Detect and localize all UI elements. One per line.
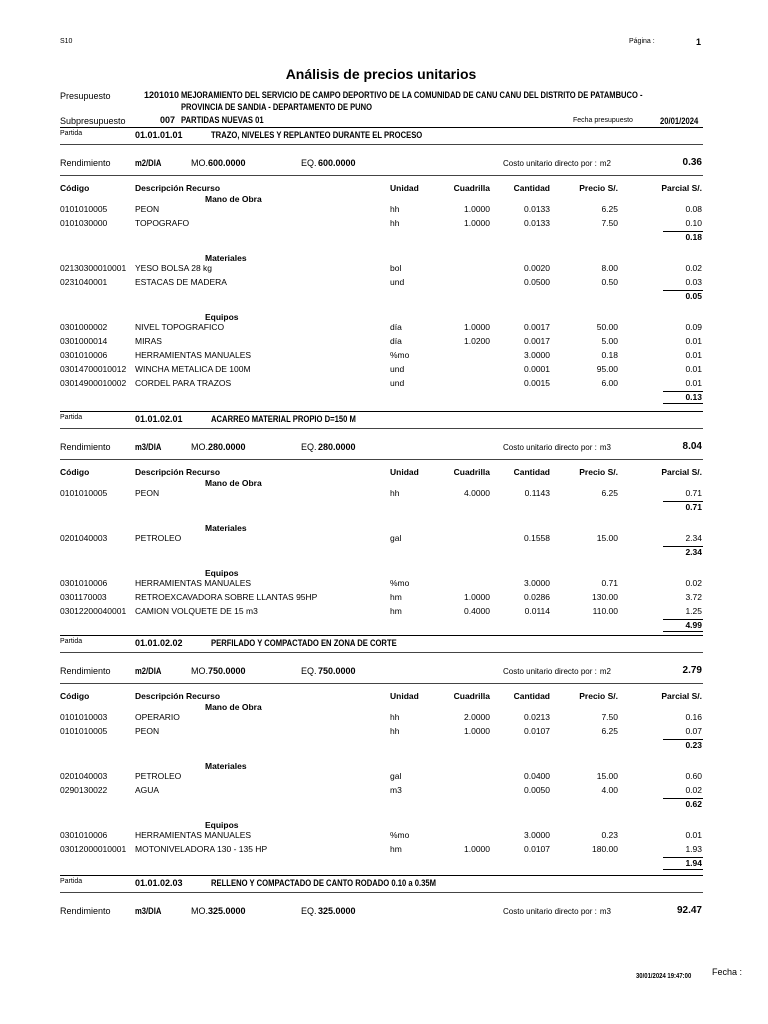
subpresupuesto-code: 007 [160, 115, 176, 125]
resource-precio: 0.50 [601, 277, 618, 287]
resource-cantidad: 0.0107 [524, 844, 550, 854]
resource-cuadrilla: 2.0000 [464, 712, 490, 722]
resource-description: HERRAMIENTAS MANUALES [135, 830, 252, 840]
group-subtotal: 0.18 [685, 232, 702, 242]
table-header-row [0, 467, 768, 480]
resource-row [0, 277, 768, 290]
resource-code: 0101010003 [60, 712, 108, 722]
resource-row [0, 350, 768, 363]
rendimiento-unit-wrap [135, 906, 166, 916]
resource-unit: hh [390, 726, 400, 736]
resource-description: MOTONIVELADORA 130 - 135 HP [135, 844, 268, 854]
col-descripcion: Descripción Recurso [135, 183, 221, 193]
mo-label: MO. [191, 158, 208, 168]
resource-cuadrilla: 1.0000 [464, 844, 490, 854]
group-subtotal: 0.62 [685, 799, 702, 809]
eq-value: 280.0000 [318, 442, 356, 452]
costo-prefix: Costo unitario directo por : [503, 907, 597, 916]
partida-name-wrap [211, 638, 430, 648]
resource-precio: 6.25 [601, 726, 618, 736]
costo-unit: m3 [599, 907, 611, 916]
mo-value: 280.0000 [208, 442, 246, 452]
resource-precio: 130.00 [592, 592, 618, 602]
resource-code: 0201040003 [60, 533, 108, 543]
partida-underline [60, 144, 703, 145]
resource-row [0, 378, 768, 391]
partida-name: ACARREO MATERIAL PROPIO D=150 M [211, 414, 356, 424]
resource-code: 03014900010002 [60, 378, 127, 388]
resource-precio: 5.00 [601, 336, 618, 346]
rendimiento-label: Rendimiento [60, 666, 111, 676]
resource-unit: m3 [390, 785, 402, 795]
resource-cantidad: 0.0015 [524, 378, 550, 388]
costo-unit: m3 [599, 443, 611, 452]
rendimiento-unit: m3/DIA [135, 906, 162, 916]
section-top-rule [60, 411, 703, 412]
group-title: Equipos [205, 820, 239, 830]
resource-row [0, 533, 768, 546]
resource-row [0, 204, 768, 217]
col-descripcion: Descripción Recurso [135, 467, 221, 477]
costo-value: 92.47 [676, 905, 702, 916]
col-cantidad: Cantidad [513, 183, 550, 193]
resource-cantidad: 0.0213 [524, 712, 550, 722]
rendimiento-unit-wrap [135, 158, 166, 168]
subpresupuesto-label: Subpresupuesto [60, 116, 126, 126]
costo-value: 0.36 [682, 157, 702, 168]
partida-code: 01.01.02.02 [135, 638, 183, 648]
presupuesto-name-line1: MEJORAMIENTO DEL SERVICIO DE CAMPO DEPORTIVO DE LA COMUNIDAD DE CANU CANU DEL DISTRITO DE PATAMBUCO - [181, 90, 643, 100]
partida-label: Partida [60, 878, 83, 885]
resource-parcial: 1.93 [685, 844, 702, 854]
resource-unit: hh [390, 488, 400, 498]
resource-parcial: 0.16 [685, 712, 702, 722]
resource-precio: 0.71 [601, 578, 618, 588]
partida-label: Partida [60, 638, 83, 645]
rendimiento-label: Rendimiento [60, 906, 111, 916]
resource-parcial: 0.02 [685, 578, 702, 588]
resource-code: 0301010006 [60, 350, 108, 360]
section-end-rule [663, 403, 703, 404]
footer-datetime: 30/01/2024 19:47:00 [636, 973, 692, 980]
resource-code: 0301000014 [60, 336, 108, 346]
resource-description: OPERARIO [135, 712, 180, 722]
resource-cuadrilla: 1.0200 [464, 336, 490, 346]
resource-unit: gal [390, 533, 402, 543]
group-subtotal: 1.94 [685, 858, 702, 868]
resource-cuadrilla: 1.0000 [464, 218, 490, 228]
presupuesto-code: 1201010 [144, 90, 180, 100]
resource-row [0, 578, 768, 591]
resource-row [0, 771, 768, 784]
fecha-presupuesto-label: Fecha presupuesto [573, 117, 633, 124]
resource-description: NIVEL TOPOGRAFICO [135, 322, 225, 332]
resource-precio: 15.00 [596, 533, 618, 543]
resource-description: HERRAMIENTAS MANUALES [135, 350, 252, 360]
resource-precio: 95.00 [596, 364, 618, 374]
resource-cantidad: 0.0500 [524, 277, 550, 287]
col-precio: Precio S/. [579, 467, 618, 477]
group-subtotal: 4.99 [685, 620, 702, 630]
costo-unit: m2 [599, 667, 611, 676]
resource-description: TOPOGRAFO [135, 218, 190, 228]
resource-parcial: 0.03 [685, 277, 702, 287]
resource-description: CAMION VOLQUETE DE 15 m3 [135, 606, 258, 616]
mo-value: 600.0000 [208, 158, 246, 168]
resource-unit: und [390, 378, 405, 388]
section-end-rule [663, 869, 703, 870]
resource-cantidad: 0.0133 [524, 218, 550, 228]
resource-code: 03014700010012 [60, 364, 127, 374]
resource-precio: 15.00 [596, 771, 618, 781]
resource-description: PEON [135, 488, 160, 498]
col-cantidad: Cantidad [513, 467, 550, 477]
resource-cantidad: 0.0114 [524, 606, 550, 616]
resource-parcial: 0.10 [685, 218, 702, 228]
col-unidad: Unidad [390, 691, 419, 701]
costo-label [503, 443, 611, 452]
resource-unit: hh [390, 218, 400, 228]
mo-value: 325.0000 [208, 906, 246, 916]
rendimiento-unit: m2/DIA [135, 158, 162, 168]
resource-code: 0290130022 [60, 785, 108, 795]
resource-cantidad: 0.0020 [524, 263, 550, 273]
partida-underline [60, 892, 703, 893]
partida-name-wrap [211, 878, 476, 888]
group-title: Mano de Obra [205, 702, 262, 712]
resource-unit: hh [390, 712, 400, 722]
resource-description: MIRAS [135, 336, 162, 346]
resource-unit: und [390, 277, 405, 287]
resource-unit: hm [390, 606, 402, 616]
resource-unit: gal [390, 771, 402, 781]
col-cuadrilla: Cuadrilla [453, 691, 490, 701]
col-codigo: Código [60, 183, 90, 193]
resource-cantidad: 0.1558 [524, 533, 550, 543]
group-title: Equipos [205, 568, 239, 578]
resource-precio: 8.00 [601, 263, 618, 273]
group-subtotal: 0.71 [685, 502, 702, 512]
resource-parcial: 1.25 [685, 606, 702, 616]
resource-code: 0301170003 [60, 592, 107, 602]
section-end-rule [663, 631, 703, 632]
resource-parcial: 0.60 [685, 771, 702, 781]
eq-label: EQ. [301, 158, 317, 168]
resource-unit: hm [390, 592, 402, 602]
resource-cuadrilla: 1.0000 [464, 592, 490, 602]
resource-row [0, 785, 768, 798]
group-title: Materiales [205, 253, 247, 263]
group-subtotal: 0.05 [685, 291, 702, 301]
rendimiento-label: Rendimiento [60, 442, 111, 452]
resource-precio: 0.23 [601, 830, 618, 840]
eq-label: EQ. [301, 666, 317, 676]
rendimiento-unit-wrap [135, 442, 166, 452]
resource-unit: hm [390, 844, 402, 854]
costo-unit: m2 [599, 159, 611, 168]
resource-precio: 180.00 [592, 844, 618, 854]
resource-description: PETROLEO [135, 533, 182, 543]
resource-parcial: 0.01 [685, 336, 702, 346]
col-descripcion: Descripción Recurso [135, 691, 221, 701]
header-rule [60, 459, 703, 460]
resource-description: CORDEL PARA TRAZOS [135, 378, 232, 388]
costo-prefix: Costo unitario directo por : [503, 443, 597, 452]
col-cuadrilla: Cuadrilla [453, 183, 490, 193]
group-subtotal: 0.13 [685, 392, 702, 402]
partida-underline [60, 428, 703, 429]
presupuesto-label: Presupuesto [60, 91, 111, 101]
partida-underline [60, 652, 703, 653]
resource-cantidad: 0.1143 [524, 488, 550, 498]
header-rule [60, 683, 703, 684]
resource-code: 0301010006 [60, 830, 108, 840]
resource-code: 0231040001 [60, 277, 108, 287]
page-title: Análisis de precios unitarios [285, 66, 477, 82]
resource-cantidad: 0.0286 [524, 592, 550, 602]
costo-value: 2.79 [682, 665, 702, 676]
costo-label [503, 159, 611, 168]
resource-row [0, 830, 768, 843]
partida-code: 01.01.02.01 [135, 414, 183, 424]
resource-cantidad: 0.0050 [524, 785, 550, 795]
resource-precio: 6.25 [601, 488, 618, 498]
resource-unit: %mo [390, 578, 410, 588]
resource-code: 0301010006 [60, 578, 108, 588]
partida-name: PERFILADO Y COMPACTADO EN ZONA DE CORTE [211, 638, 397, 648]
resource-parcial: 3.72 [685, 592, 702, 602]
col-precio: Precio S/. [579, 183, 618, 193]
resource-precio: 110.00 [592, 606, 618, 616]
page-number: 1 [696, 37, 702, 47]
partida-name-wrap [211, 414, 381, 424]
resource-unit: und [390, 364, 405, 374]
resource-parcial: 0.07 [685, 726, 702, 736]
resource-description: HERRAMIENTAS MANUALES [135, 578, 252, 588]
resource-parcial: 0.01 [685, 350, 702, 360]
eq-value: 325.0000 [318, 906, 356, 916]
resource-parcial: 0.08 [685, 204, 702, 214]
resource-row [0, 488, 768, 501]
partida-label: Partida [60, 414, 83, 421]
group-title: Mano de Obra [205, 478, 262, 488]
resource-description: ESTACAS DE MADERA [135, 277, 227, 287]
rendimiento-unit-wrap [135, 666, 166, 676]
col-cantidad: Cantidad [513, 691, 550, 701]
resource-cantidad: 0.0017 [524, 336, 550, 346]
resource-code: 03012200040001 [60, 606, 127, 616]
resource-precio: 7.50 [601, 218, 618, 228]
resource-row [0, 726, 768, 739]
resource-precio: 7.50 [601, 712, 618, 722]
resource-row [0, 364, 768, 377]
resource-row [0, 336, 768, 349]
resource-cantidad: 0.0107 [524, 726, 550, 736]
costo-label [503, 907, 611, 916]
col-cuadrilla: Cuadrilla [453, 467, 490, 477]
group-title: Mano de Obra [205, 194, 262, 204]
resource-precio: 4.00 [601, 785, 618, 795]
col-parcial: Parcial S/. [661, 467, 702, 477]
col-codigo: Código [60, 467, 90, 477]
col-parcial: Parcial S/. [661, 183, 702, 193]
table-header-row [0, 183, 768, 196]
resource-precio: 6.00 [601, 378, 618, 388]
resource-row [0, 844, 768, 857]
resource-code: 0101030000 [60, 218, 108, 228]
resource-parcial: 0.09 [685, 322, 702, 332]
resource-cuadrilla: 1.0000 [464, 204, 490, 214]
resource-description: PEON [135, 204, 160, 214]
costo-prefix: Costo unitario directo por : [503, 159, 597, 168]
resource-cantidad: 3.0000 [524, 350, 550, 360]
resource-unit: %mo [390, 830, 410, 840]
costo-prefix: Costo unitario directo por : [503, 667, 597, 676]
resource-parcial: 0.01 [685, 830, 702, 840]
resource-precio: 0.18 [601, 350, 618, 360]
partida-name: RELLENO Y COMPACTADO DE CANTO RODADO 0.10 a 0.35M [211, 878, 437, 888]
col-unidad: Unidad [390, 183, 419, 193]
resource-cantidad: 0.0017 [524, 322, 550, 332]
resource-row [0, 263, 768, 276]
resource-description: AGUA [135, 785, 160, 795]
table-header-row [0, 691, 768, 704]
mo-value: 750.0000 [208, 666, 246, 676]
resource-row [0, 218, 768, 231]
eq-value: 750.0000 [318, 666, 356, 676]
section-top-rule [60, 875, 703, 876]
footer-fecha-label: Fecha : [712, 967, 743, 977]
eq-value: 600.0000 [318, 158, 356, 168]
resource-parcial: 0.02 [685, 263, 702, 273]
mo-label: MO. [191, 906, 208, 916]
costo-label [503, 667, 611, 676]
resource-parcial: 0.71 [685, 488, 702, 498]
resource-code: 02130300010001 [60, 263, 127, 273]
col-unidad: Unidad [390, 467, 419, 477]
rendimiento-label: Rendimiento [60, 158, 111, 168]
resource-precio: 50.00 [596, 322, 618, 332]
resource-cuadrilla: 0.4000 [464, 606, 490, 616]
resource-parcial: 0.01 [685, 378, 702, 388]
report-code: S10 [60, 38, 73, 45]
group-subtotal: 0.23 [685, 740, 702, 750]
resource-row [0, 592, 768, 605]
presupuesto-name-line2: PROVINCIA DE SANDIA - DEPARTAMENTO DE PUNO [181, 102, 372, 112]
resource-description: RETROEXCAVADORA SOBRE LLANTAS 95HP [135, 592, 318, 602]
eq-label: EQ. [301, 442, 317, 452]
resource-code: 03012000010001 [60, 844, 127, 854]
resource-parcial: 0.02 [685, 785, 702, 795]
resource-unit: %mo [390, 350, 410, 360]
page-label: Página : [629, 38, 655, 45]
resource-cuadrilla: 4.0000 [464, 488, 490, 498]
resource-row [0, 606, 768, 619]
resource-cantidad: 3.0000 [524, 578, 550, 588]
col-precio: Precio S/. [579, 691, 618, 701]
resource-cantidad: 0.0001 [524, 364, 550, 374]
resource-description: PEON [135, 726, 160, 736]
resource-row [0, 322, 768, 335]
resource-code: 0301000002 [60, 322, 108, 332]
resource-cantidad: 0.0400 [524, 771, 550, 781]
resource-unit: hh [390, 204, 400, 214]
resource-cuadrilla: 1.0000 [464, 726, 490, 736]
resource-unit: bol [390, 263, 402, 273]
resource-cuadrilla: 1.0000 [464, 322, 490, 332]
partida-name-wrap [211, 130, 460, 140]
group-subtotal: 2.34 [685, 547, 702, 557]
resource-description: YESO BOLSA 28 kg [135, 263, 213, 273]
resource-unit: día [390, 322, 402, 332]
costo-value: 8.04 [682, 441, 702, 452]
section-top-rule [60, 635, 703, 636]
header-rule [60, 175, 703, 176]
mo-label: MO. [191, 666, 208, 676]
resource-description: PETROLEO [135, 771, 182, 781]
resource-unit: día [390, 336, 402, 346]
resource-description: WINCHA METALICA DE 100M [135, 364, 251, 374]
resource-code: 0201040003 [60, 771, 108, 781]
group-title: Materiales [205, 761, 247, 771]
resource-code: 0101010005 [60, 204, 108, 214]
resource-code: 0101010005 [60, 726, 108, 736]
group-title: Equipos [205, 312, 239, 322]
group-title: Materiales [205, 523, 247, 533]
mo-label: MO. [191, 442, 208, 452]
col-codigo: Código [60, 691, 90, 701]
eq-label: EQ. [301, 906, 317, 916]
partida-label: Partida [60, 130, 83, 137]
resource-precio: 6.25 [601, 204, 618, 214]
resource-row [0, 712, 768, 725]
rendimiento-unit: m2/DIA [135, 666, 162, 676]
resource-cantidad: 3.0000 [524, 830, 550, 840]
fecha-presupuesto: 20/01/2024 [660, 116, 699, 126]
resource-code: 0101010005 [60, 488, 108, 498]
resource-parcial: 2.34 [685, 533, 702, 543]
rendimiento-unit: m3/DIA [135, 442, 162, 452]
section-top-rule [60, 127, 703, 128]
resource-cantidad: 0.0133 [524, 204, 550, 214]
partida-code: 01.01.01.01 [135, 130, 183, 140]
partida-code: 01.01.02.03 [135, 878, 183, 888]
resource-parcial: 0.01 [685, 364, 702, 374]
subpresupuesto-name: PARTIDAS NUEVAS 01 [181, 115, 264, 125]
col-parcial: Parcial S/. [661, 691, 702, 701]
partida-name: TRAZO, NIVELES Y REPLANTEO DURANTE EL PROCESO [211, 130, 423, 140]
